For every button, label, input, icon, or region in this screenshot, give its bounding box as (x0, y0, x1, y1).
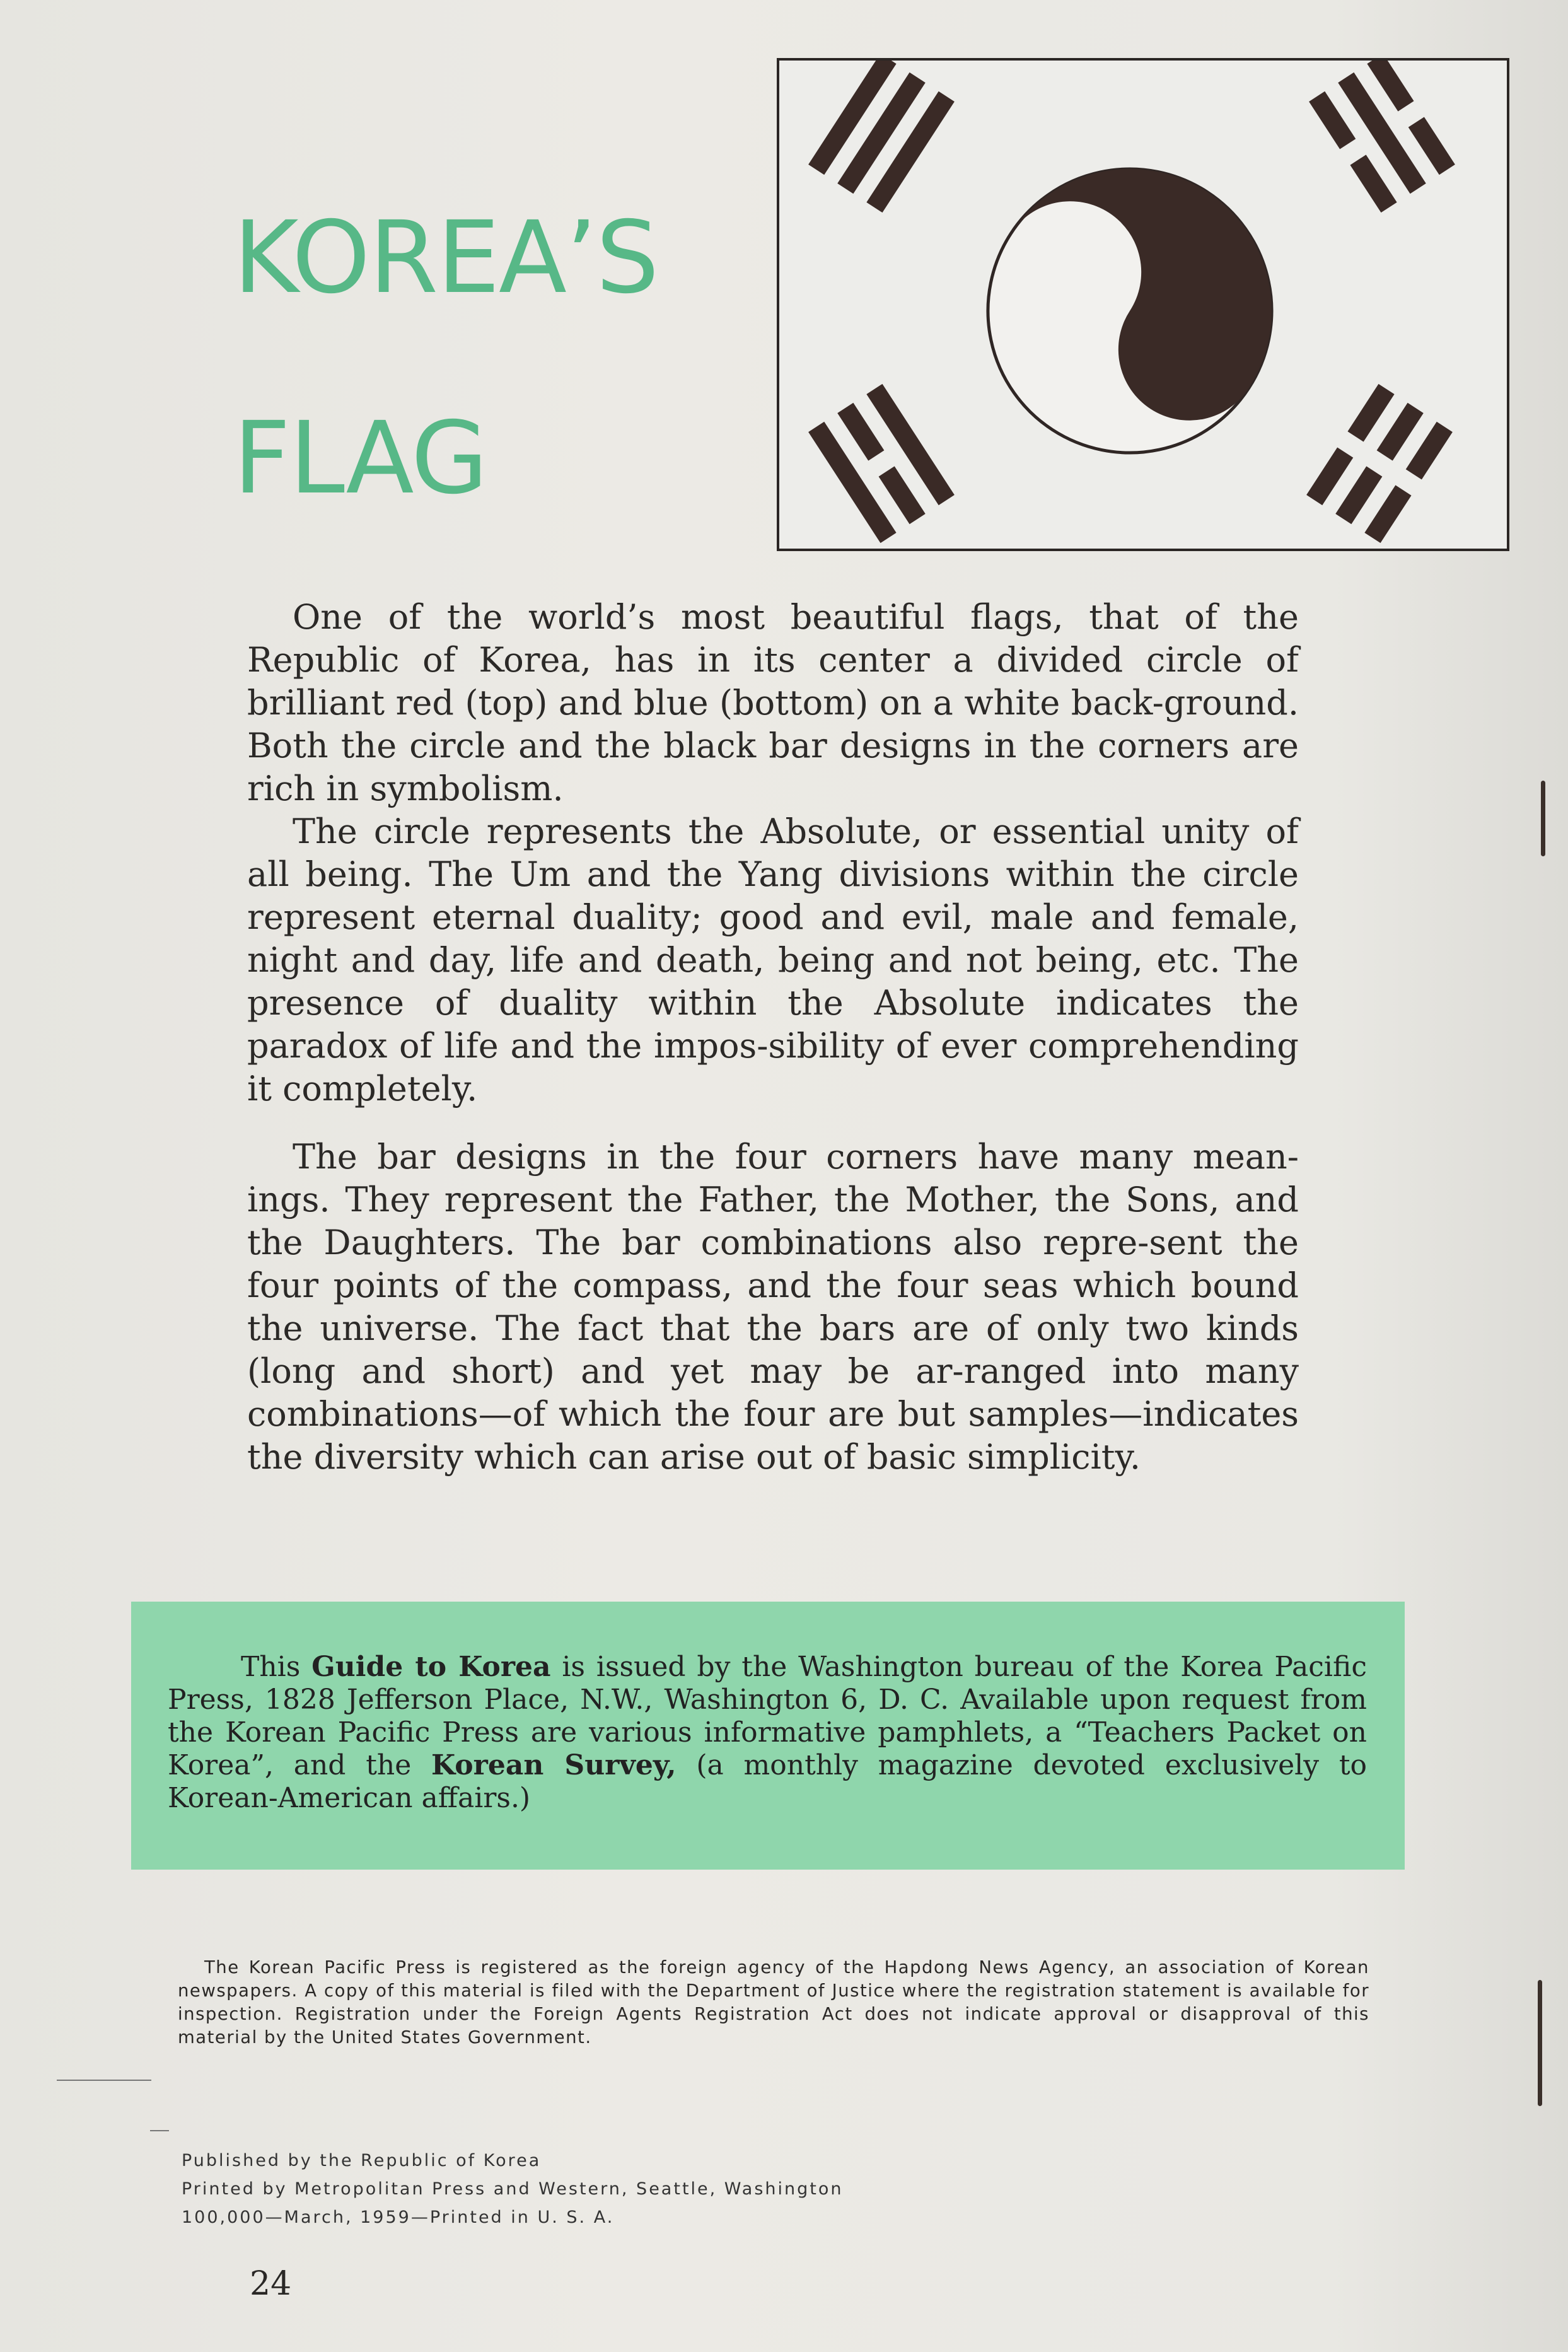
trigram-top-left (808, 61, 955, 212)
page-title (233, 158, 658, 559)
trigram-bottom-left (808, 384, 955, 543)
paragraph-3: The bar designs in the four corners have many mean-ings. They represent the Father, the Mother, the Sons, and the Daughters. The bar combinations also repre-sent the four points of the compass, and the four seas which bound the universe. The fact that the bars are of only two kinds (long and short) and yet may be ar-ranged into many combinations—of which the four are but samples—indicates the diversity which can arise out of basic simplicity. (247, 1137, 1299, 1477)
print-run-line: 100,000—March, 1959—Printed in U. S. A. (182, 2208, 615, 2227)
printer-line: Printed by Metropolitan Press and Western, Seattle, Washington (182, 2179, 844, 2199)
notice-text-1: This (241, 1651, 312, 1683)
publisher-line: Published by the Republic of Korea (182, 2151, 542, 2170)
title-line-1: KOREA’S (233, 200, 658, 316)
taeguk-circle (934, 115, 1326, 507)
publisher-notice-box (131, 1602, 1405, 1870)
publication-info (182, 2146, 843, 2232)
trigram-top-right (1309, 61, 1455, 212)
korea-flag-image (777, 58, 1509, 551)
stray-mark-1 (57, 2080, 151, 2081)
paragraph-1: One of the world’s most beautiful flags, that of the Republic of Korea, has in its center a divided circle of brilliant red (top) and blue (bottom) on a white back-ground. Both the circle and the black bar designs in the corners are rich in symbolism. (247, 597, 1299, 808)
paragraph-2: The circle represents the Absolute, or essential unity of all being. The Um and the Yang divisions within the circle represent eternal duality; good and evil, male and female, night and day, life and death, being and not being, etc. The presence of duality within the Absolute indicates the paradox of life and the impos-sibility of ever comprehending it completely. (247, 812, 1299, 1109)
page-number: 24 (250, 2265, 292, 2303)
trigram-bottom-right (1306, 384, 1453, 543)
binding-mark-2 (1538, 1980, 1542, 2106)
flag-description (247, 596, 1299, 1479)
title-line-2: FLAG (233, 400, 487, 516)
notice-text-3: (a monthly magazine devoted exclusively to Korean-American affairs.) (168, 1749, 1368, 1814)
notice-text-2: is issued by the Washington bureau of the Korea Pacific Press, 1828 Jefferson Place, N.W., Washington 6, D. C. Available upon request from the Korean Pacific Press are various informative pamphlets, a “Teachers Packet on Korea”, and the (168, 1651, 1367, 1781)
taegukgi-flag-icon (779, 61, 1507, 549)
registration-statement: The Korean Pacific Press is registered as the foreign agency of the Hapdong News Agency, an association of Korean newspapers. A copy of this material is filed with the Department of Justice where the registration statement is available for inspection. Registration under the Foreign Agents Registration Act does not indicate approval or disapproval of this material by the United States Government. (178, 1957, 1369, 2047)
survey-title: Korean Survey, (431, 1749, 677, 1781)
guide-title: Guide to Korea (311, 1651, 551, 1683)
binding-mark-1 (1541, 781, 1545, 856)
notice-text (168, 1651, 1367, 1815)
stray-mark-2 (150, 2130, 169, 2131)
